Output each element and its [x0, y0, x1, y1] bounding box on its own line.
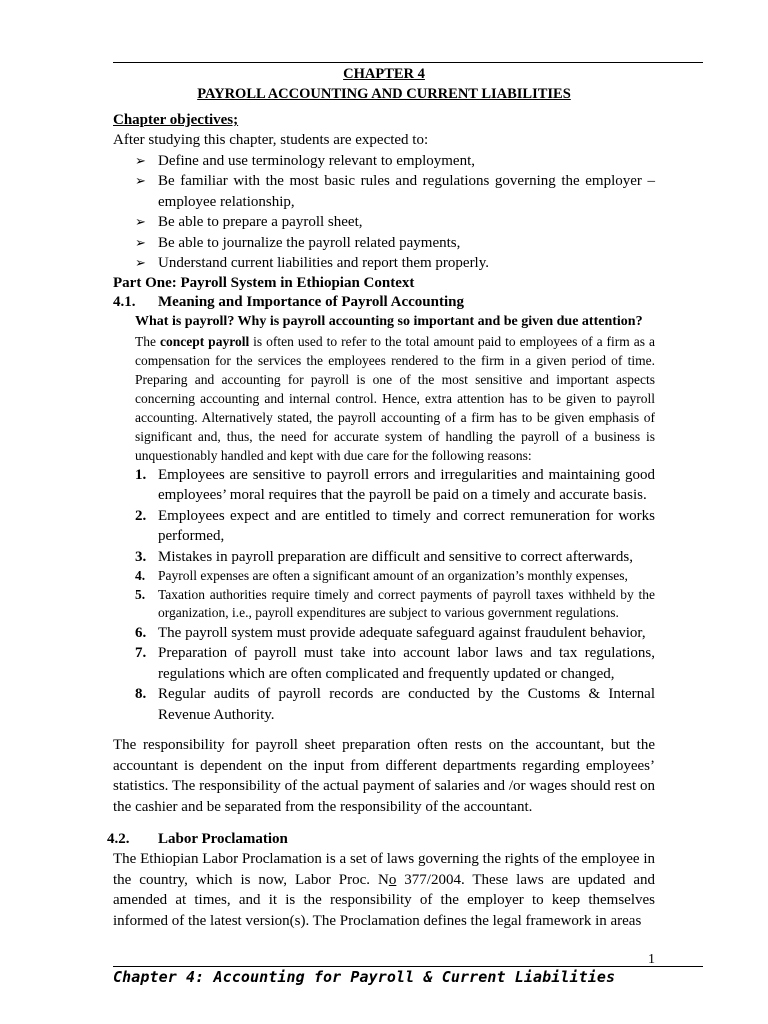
- reason-item: 6. The payroll system must provide adequate safeguard against fraudulent behavior,: [135, 624, 646, 641]
- section-4-1-heading: [113, 292, 655, 312]
- reasons-list: [113, 465, 655, 726]
- section-title: Meaning and Importance of Payroll Accounting: [158, 293, 464, 310]
- responsibility-paragraph: The responsibility for payroll sheet preparation often rests on the accountant, but the accountant is dependent on the input from different departments regarding employees’ statistics. The responsibility of the actual payment of salaries and /or wages should rest on the cashier and be separated from the responsibility of the accountant.: [113, 737, 655, 815]
- reason-item: 4. Payroll expenses are often a significant amount of an organization’s monthly expenses,: [135, 568, 628, 583]
- page-footer: Chapter 4: Accounting for Payroll & Current Liabilities: [113, 968, 616, 986]
- section-title: Labor Proclamation: [158, 831, 288, 847]
- reason-item: 1. Employees are sensitive to payroll errors and irregularities and maintaining good employees’ moral requires that the payroll be paid on a timely and accurate basis.: [135, 466, 655, 503]
- reason-item: 3. Mistakes in payroll preparation are difficult and sensitive to correct afterwards,: [135, 548, 633, 565]
- page-number: 1: [648, 952, 655, 967]
- top-rule: [113, 62, 703, 63]
- objectives-heading: Chapter objectives;: [113, 112, 239, 128]
- objective-item: ➢ Be able to prepare a payroll sheet,: [135, 212, 655, 233]
- section-4-2-heading: [107, 829, 655, 849]
- labor-proclamation-paragraph: The Ethiopian Labor Proclamation is a set of laws governing the rights of the employee in the country, which is now, Labor Proc. No 377/2004. These laws are updated and amended at times, and it is the responsibility of the employer to keep themselves informed of the latest version(s). The Proclamation defines the legal framework in areas: [113, 851, 655, 929]
- page-body: [107, 64, 655, 931]
- objective-item: ➢ Define and use terminology relevant to employment,: [135, 151, 655, 172]
- number-sign-underlined: o: [388, 871, 397, 888]
- concept-payroll-term: concept payroll: [159, 333, 250, 349]
- objectives-intro: After studying this chapter, students are expected to:: [113, 132, 429, 148]
- payroll-question: What is payroll? Why is payroll accounting so important and be given due attention?: [135, 313, 643, 329]
- arrow-bullet-icon: ➢: [135, 152, 146, 168]
- objectives-list: [113, 151, 655, 274]
- section-number: 4.2.: [107, 831, 130, 847]
- chapter-title: PAYROLL ACCOUNTING AND CURRENT LIABILITIES: [197, 86, 571, 102]
- reason-item: 8. Regular audits of payroll records are conducted by the Customs & Internal Revenue Authority.: [135, 686, 655, 723]
- section-number: 4.1.: [113, 293, 136, 310]
- objective-item: ➢ Understand current liabilities and report them properly.: [135, 253, 655, 274]
- part-one-title: Part One: Payroll System in Ethiopian Context: [113, 274, 415, 291]
- arrow-bullet-icon: ➢: [135, 234, 146, 250]
- arrow-bullet-icon: ➢: [135, 173, 146, 188]
- reason-item: 7. Preparation of payroll must take into account labor laws and tax regulations, regulations which are often complicated and frequently updated or changed,: [135, 645, 655, 682]
- chapter-label: CHAPTER 4: [343, 66, 425, 82]
- payroll-definition-paragraph: The concept payroll is often used to refer to the total amount paid to employees of a firm as a compensation for the services the employees rendered to the firm in a given period of time. Preparing and accounting for payroll is one of the most sensitive and important aspects concerning accounting and internal control. Hence, extra attention has to be given to payroll accounting. Alternatively stated, the payroll accounting of a firm has to be given emphasis of significant and, thus, the need for accurate system of handling the payroll of a business is unquestionably handled and kept with due care for the following reasons:: [135, 333, 655, 463]
- reason-item: 5. Taxation authorities require timely and correct payments of payroll taxes withheld by the organization, i.e., payroll expenditures are subject to various government regulations.: [135, 586, 655, 620]
- objective-item: ➢ Be able to journalize the payroll related payments,: [135, 233, 655, 254]
- arrow-bullet-icon: ➢: [135, 255, 146, 270]
- footer-rule: [113, 966, 703, 967]
- objective-item: ➢ Be familiar with the most basic rules and regulations governing the employer – employee relationship,: [135, 173, 655, 210]
- arrow-bullet-icon: ➢: [135, 214, 146, 229]
- reason-item: 2. Employees expect and are entitled to timely and correct remuneration for works performed,: [135, 507, 655, 544]
